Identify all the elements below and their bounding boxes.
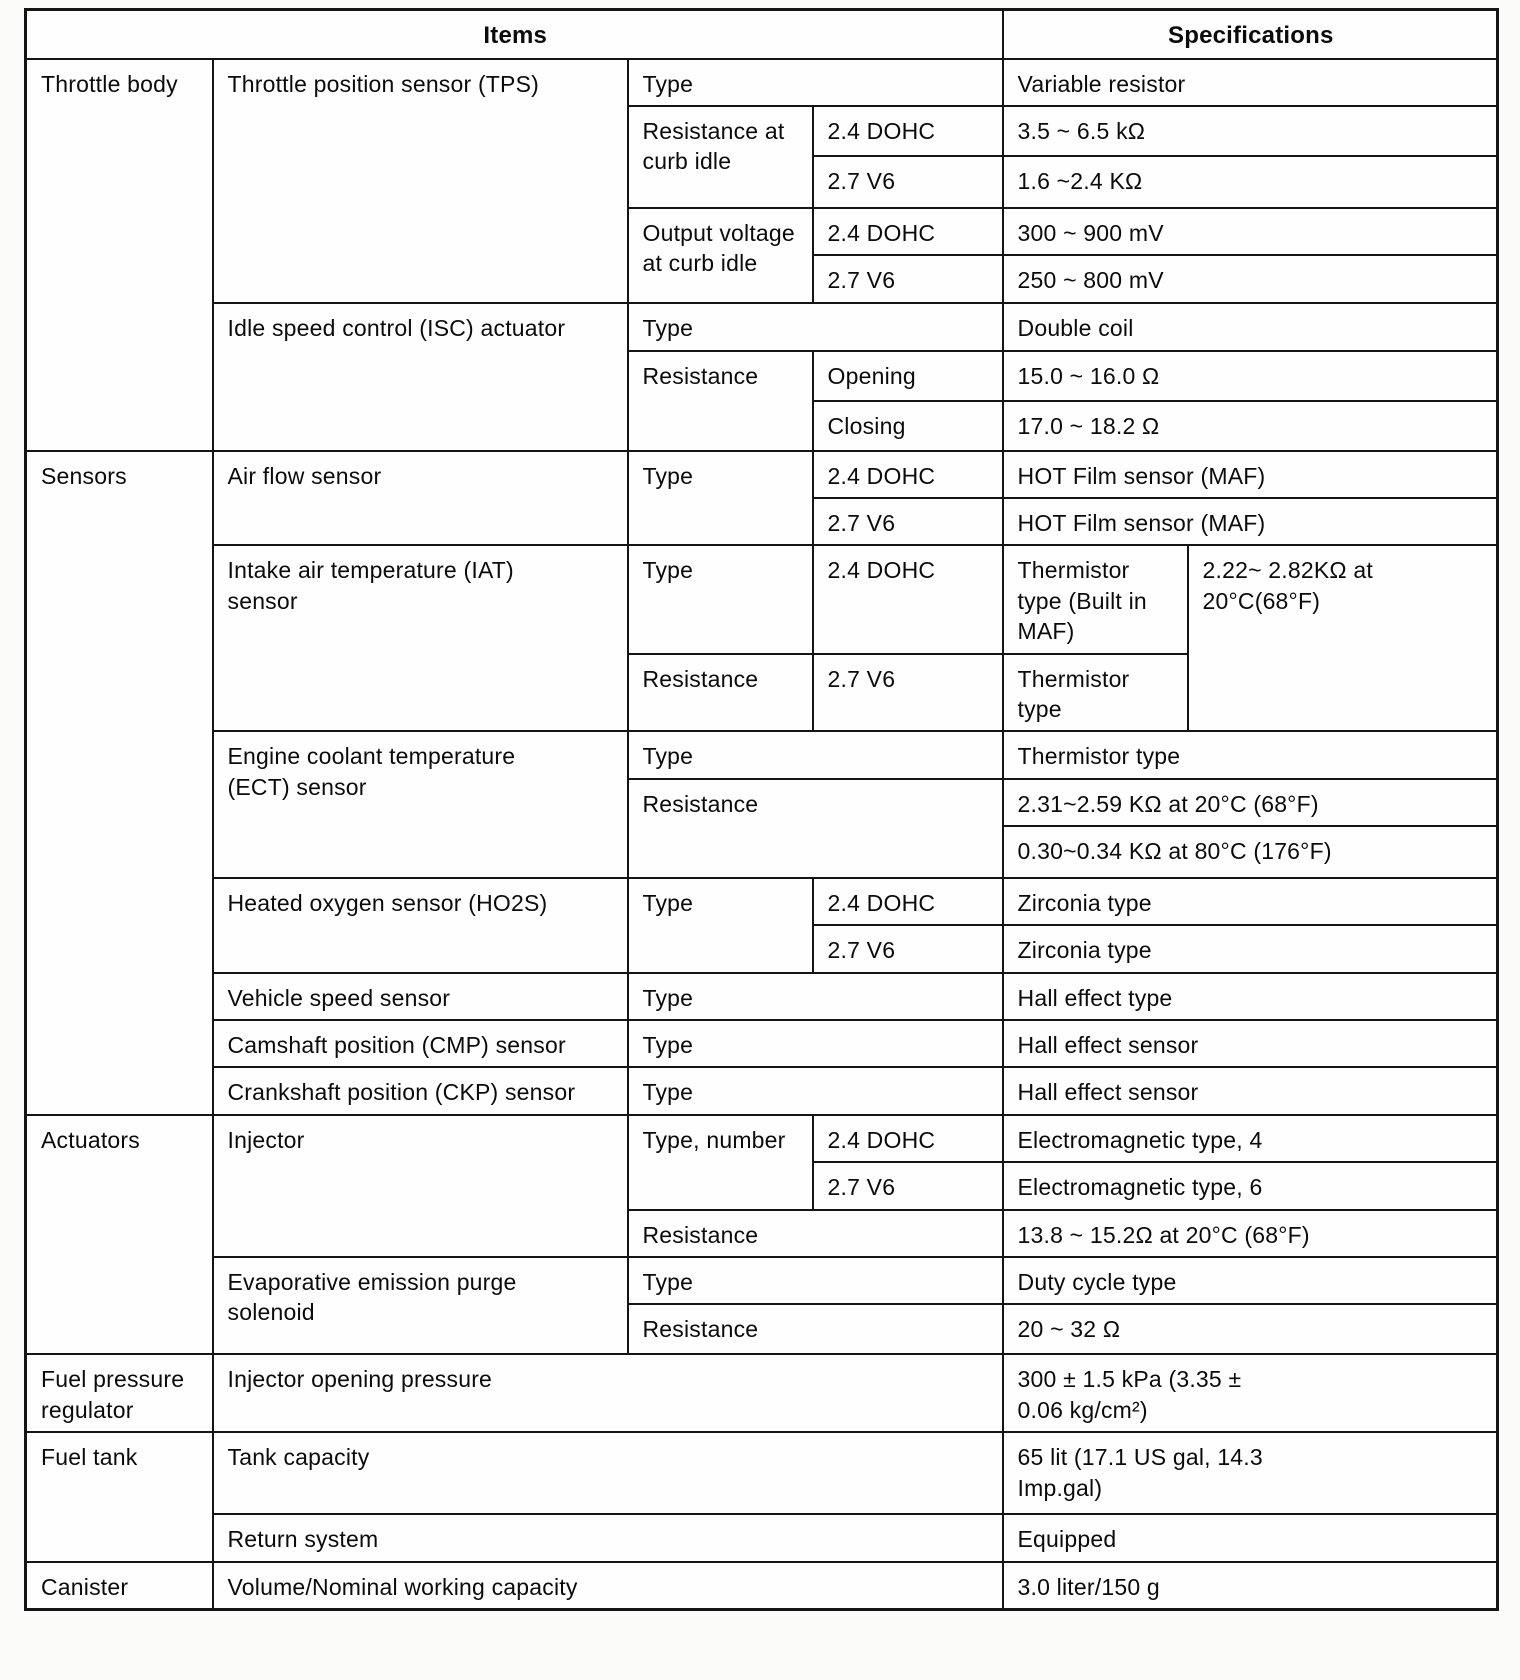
component-cell: Return system: [213, 1514, 1003, 1561]
table-row: [26, 1115, 1498, 1162]
category-cell: Actuators: [26, 1115, 213, 1354]
variant-cell: 2.4 DOHC: [813, 545, 1003, 653]
spec-value-cell: Thermistor type (Built in MAF): [1003, 545, 1188, 653]
property-cell: Resistance at curb idle: [628, 106, 813, 208]
component-cell: Volume/Nominal working capacity: [213, 1562, 1003, 1610]
category-cell: Sensors: [26, 451, 213, 1115]
component-cell: [213, 545, 628, 731]
property-cell: Output voltage at curb idle: [628, 208, 813, 303]
component-cell: Air flow sensor: [213, 451, 628, 546]
spec-value-cell: Duty cycle type: [1003, 1257, 1498, 1304]
variant-cell: 2.4 DOHC: [813, 451, 1003, 498]
property-cell: Type, number: [628, 1115, 813, 1210]
variant-cell: 2.4 DOHC: [813, 878, 1003, 925]
table-row: [26, 1562, 1498, 1610]
spec-value-cell: Zirconia type: [1003, 878, 1498, 925]
spec-value-cell: [1003, 1354, 1498, 1432]
property-cell: Type: [628, 878, 813, 973]
component-cell: Throttle position sensor (TPS): [213, 59, 628, 303]
spec-value-cell: [1003, 1432, 1498, 1514]
variant-cell: 2.7 V6: [813, 1162, 1003, 1209]
spec-value-cell: 2.31~2.59 KΩ at 20°C (68°F): [1003, 779, 1498, 826]
spec-value-secondary-cell: 2.22~ 2.82KΩ at 20°C(68°F): [1188, 545, 1498, 731]
table-row: [26, 1354, 1498, 1432]
property-cell: Type: [628, 973, 1003, 1020]
component-cell: [213, 731, 628, 878]
component-cell: Heated oxygen sensor (HO2S): [213, 878, 628, 973]
property-cell: Resistance: [628, 1210, 1003, 1257]
spec-value-cell: 3.5 ~ 6.5 kΩ: [1003, 106, 1498, 156]
spec-value: 65 lit (17.1 US gal, 14.3 Imp.gal): [1017, 1444, 1263, 1501]
component-cell: Idle speed control (ISC) actuator: [213, 303, 628, 451]
spec-value-cell: 15.0 ~ 16.0 Ω: [1003, 351, 1498, 401]
component-cell: Injector opening pressure: [213, 1354, 1003, 1432]
spec-value-cell: Electromagnetic type, 6: [1003, 1162, 1498, 1209]
variant-cell: 2.7 V6: [813, 156, 1003, 208]
property-cell: Resistance: [628, 654, 813, 732]
spec-value-cell: 0.30~0.34 KΩ at 80°C (176°F): [1003, 826, 1498, 878]
spec-value-cell: 20 ~ 32 Ω: [1003, 1304, 1498, 1354]
spec-value-cell: Hall effect sensor: [1003, 1067, 1498, 1114]
variant-cell: 2.7 V6: [813, 654, 1003, 732]
category-cell: Fuel tank: [26, 1432, 213, 1561]
table-row: [26, 451, 1498, 498]
property-cell: Resistance: [628, 1304, 1003, 1354]
variant-cell: 2.7 V6: [813, 255, 1003, 302]
property-cell: Type: [628, 545, 813, 653]
spec-value-cell: HOT Film sensor (MAF): [1003, 451, 1498, 498]
component-name: Engine coolant temperature (ECT) sensor: [227, 743, 516, 800]
property-cell: Type: [628, 451, 813, 546]
component-cell: Camshaft position (CMP) sensor: [213, 1020, 628, 1067]
spec-value-cell: 13.8 ~ 15.2Ω at 20°C (68°F): [1003, 1210, 1498, 1257]
property-cell: Type: [628, 731, 1003, 778]
table-row: [26, 1514, 1498, 1561]
category-cell: Throttle body: [26, 59, 213, 451]
property-cell: Type: [628, 1020, 1003, 1067]
table-row: [26, 59, 1498, 106]
table-header-row: [26, 10, 1498, 59]
table-row: [26, 731, 1498, 778]
table-row: [26, 545, 1498, 653]
spec-value-cell: Thermistor type: [1003, 731, 1498, 778]
property-cell: Type: [628, 303, 1003, 351]
spec-value-cell: Electromagnetic type, 4: [1003, 1115, 1498, 1162]
table-row: [26, 303, 1498, 351]
table-row: [26, 1020, 1498, 1067]
variant-cell: 2.4 DOHC: [813, 106, 1003, 156]
spec-value-cell: 300 ~ 900 mV: [1003, 208, 1498, 255]
table-row: [26, 973, 1498, 1020]
spec-value-cell: Hall effect type: [1003, 973, 1498, 1020]
category-cell: Canister: [26, 1562, 213, 1610]
header-items: Items: [26, 10, 1003, 59]
table-row: [26, 1067, 1498, 1114]
spec-value-cell: Equipped: [1003, 1514, 1498, 1561]
variant-cell: Closing: [813, 401, 1003, 451]
spec-value-cell: Thermistor type: [1003, 654, 1188, 732]
spec-value: 300 ± 1.5 kPa (3.35 ± 0.06 kg/cm²): [1017, 1366, 1242, 1423]
variant-cell: Opening: [813, 351, 1003, 401]
spec-value-cell: 17.0 ~ 18.2 Ω: [1003, 401, 1498, 451]
component-cell: Crankshaft position (CKP) sensor: [213, 1067, 628, 1114]
header-specifications: Specifications: [1003, 10, 1498, 59]
spec-value-cell: 3.0 liter/150 g: [1003, 1562, 1498, 1610]
table-row: [26, 878, 1498, 925]
spec-value-cell: Zirconia type: [1003, 925, 1498, 972]
spec-value-cell: 1.6 ~2.4 KΩ: [1003, 156, 1498, 208]
table-row: [26, 1432, 1498, 1514]
variant-cell: 2.4 DOHC: [813, 208, 1003, 255]
specifications-table: [24, 8, 1499, 1611]
component-cell: Vehicle speed sensor: [213, 973, 628, 1020]
spec-value-cell: HOT Film sensor (MAF): [1003, 498, 1498, 545]
property-cell: Resistance: [628, 351, 813, 451]
component-name: Evaporative emission purge solenoid: [227, 1268, 517, 1326]
property-cell: Type: [628, 1257, 1003, 1304]
property-cell: Type: [628, 1067, 1003, 1114]
table-row: [26, 1257, 1498, 1304]
component-cell: [213, 1257, 628, 1354]
variant-cell: 2.7 V6: [813, 925, 1003, 972]
spec-value-cell: 250 ~ 800 mV: [1003, 255, 1498, 302]
property-cell: Resistance: [628, 779, 1003, 878]
component-cell: Injector: [213, 1115, 628, 1257]
spec-value-cell: Double coil: [1003, 303, 1498, 351]
category-cell: Fuel pressure regulator: [26, 1354, 213, 1432]
spec-value-cell: Variable resistor: [1003, 59, 1498, 106]
variant-cell: 2.4 DOHC: [813, 1115, 1003, 1162]
variant-cell: 2.7 V6: [813, 498, 1003, 545]
property-cell: Type: [628, 59, 1003, 106]
component-name: Intake air temperature (IAT) sensor: [227, 557, 514, 614]
component-cell: Tank capacity: [213, 1432, 1003, 1514]
spec-value-cell: Hall effect sensor: [1003, 1020, 1498, 1067]
